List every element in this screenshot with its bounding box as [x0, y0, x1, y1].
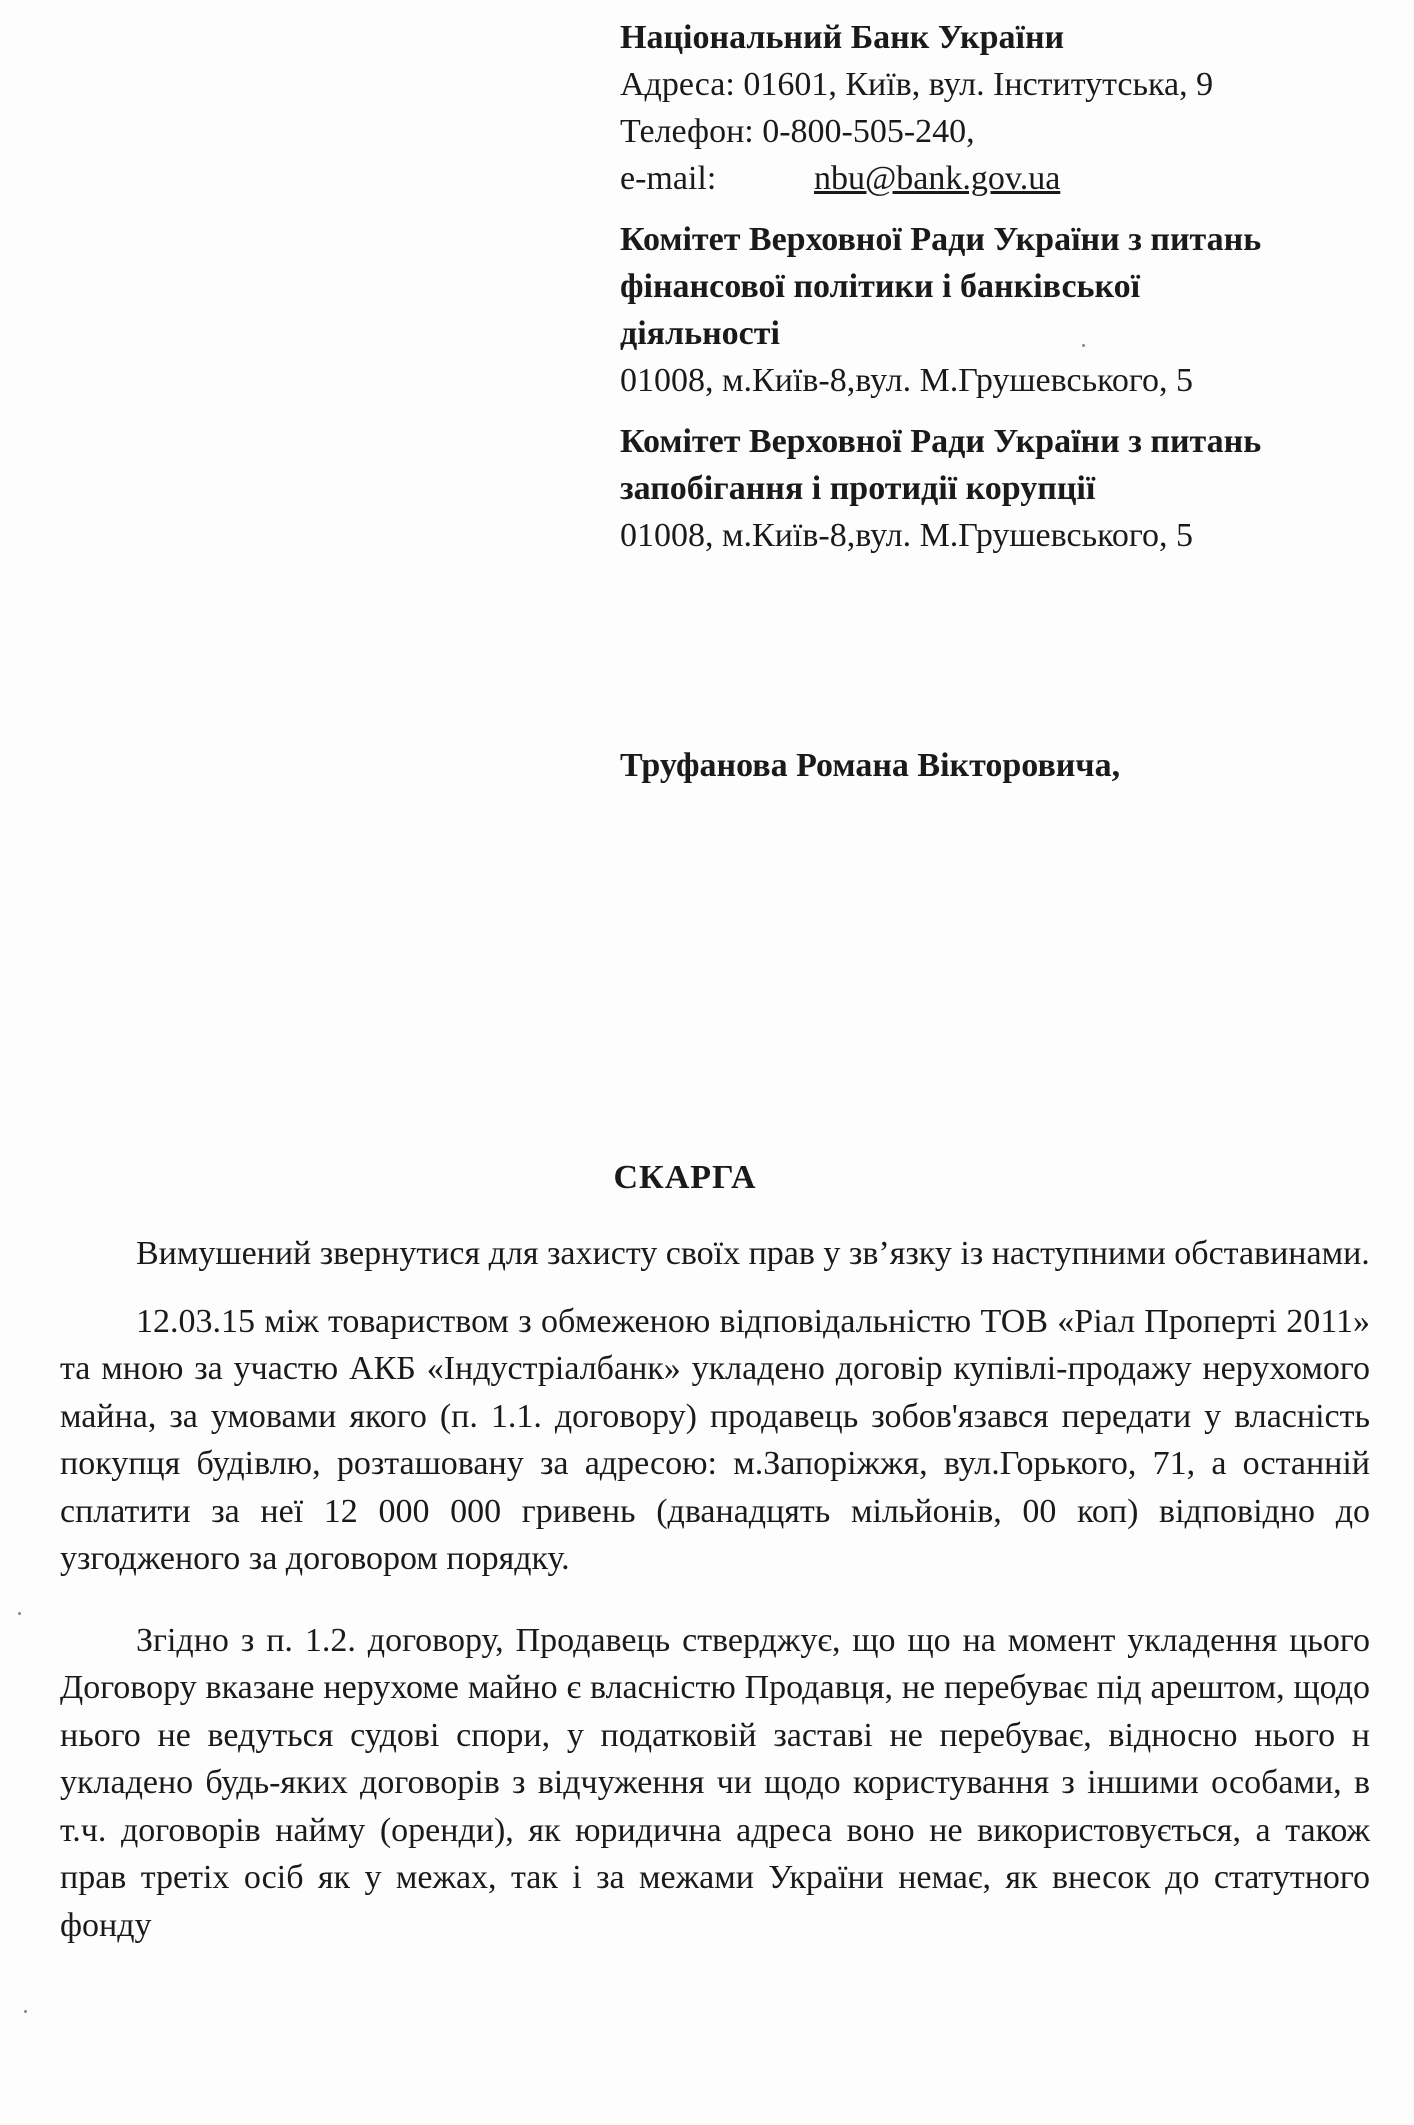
document-title: СКАРГА: [613, 1159, 757, 1196]
recipient-committee-finance: [620, 216, 1380, 404]
committee-finance-name-line3: діяльності: [620, 315, 780, 352]
paragraph-contract: 12.03.15 між товариством з обмеженою відповідальністю ТОВ «Ріал Проперті 2011» та мною за участю АКБ «Індустріалбанк» укладено договір купівлі-продажу нерухомого майна, за умовами якого (п. 1.1. договору) продавець зобов'язався передати у власність покупця будівлю, розташовану за адресою: м.Запоріжжя, вул.Горького, 71, а останній сплатити за неї 12 000 000 гривень (дванадцять мільйонів, 00 коп) відповідно до узгодженого за договором порядку.: [60, 1302, 1370, 1577]
recipient-committee-corruption: [620, 418, 1380, 559]
paragraph-intro: Вимушений звернутися для захисту своїх прав у зв’язку із наступними обставинами.: [136, 1235, 1370, 1272]
committee-finance-name-line1: Комітет Верховної Ради України з питань: [620, 221, 1262, 258]
scan-speck: [24, 2010, 27, 2013]
recipient-nbu: [620, 14, 1380, 202]
recipient-nbu-address: Адреса: 01601, Київ, вул. Інститутська, 9: [620, 66, 1214, 103]
recipients-block: [620, 14, 1380, 573]
sender-name: Труфанова Романа Вікторовича,: [620, 747, 1121, 784]
recipient-nbu-phone: Телефон: 0-800-505-240,: [620, 113, 975, 150]
committee-finance-address: 01008, м.Київ-8,вул. М.Грушевського, 5: [620, 362, 1193, 399]
document-body: [60, 1230, 1370, 1949]
scan-speck: [1082, 344, 1085, 347]
committee-finance-name-line2: фінансової політики і банківської: [620, 268, 1141, 305]
email-link[interactable]: nbu@bank.gov.ua: [814, 160, 1061, 197]
paragraph-clause: Згідно з п. 1.2. договору, Продавець стверджує, що що на момент укладення цього Договору вказане нерухоме майно є власністю Продавця, не перебуває під арештом, щодо нього не ведуться судові спори, у податковій заставі не перебуває, відносно нього н укладено будь-яких договорів з відчуження чи щодо користування з іншими особами, в т.ч. договорів найму (оренди), як юридична адреса воно не використовується, а також прав третіх осіб як у межах, так і за межами України немає, як внесок до статутного фонду: [60, 1621, 1370, 1944]
scan-speck: [18, 1612, 21, 1615]
recipient-nbu-name: Національний Банк України: [620, 19, 1065, 56]
email-label: e-mail:: [620, 160, 717, 197]
committee-corruption-address: 01008, м.Київ-8,вул. М.Грушевського, 5: [620, 517, 1193, 554]
committee-corruption-name-line1: Комітет Верховної Ради України з питань: [620, 423, 1262, 460]
recipient-nbu-email-row: [620, 155, 1380, 202]
committee-corruption-name-line2: запобігання і протидії корупції: [620, 470, 1096, 507]
